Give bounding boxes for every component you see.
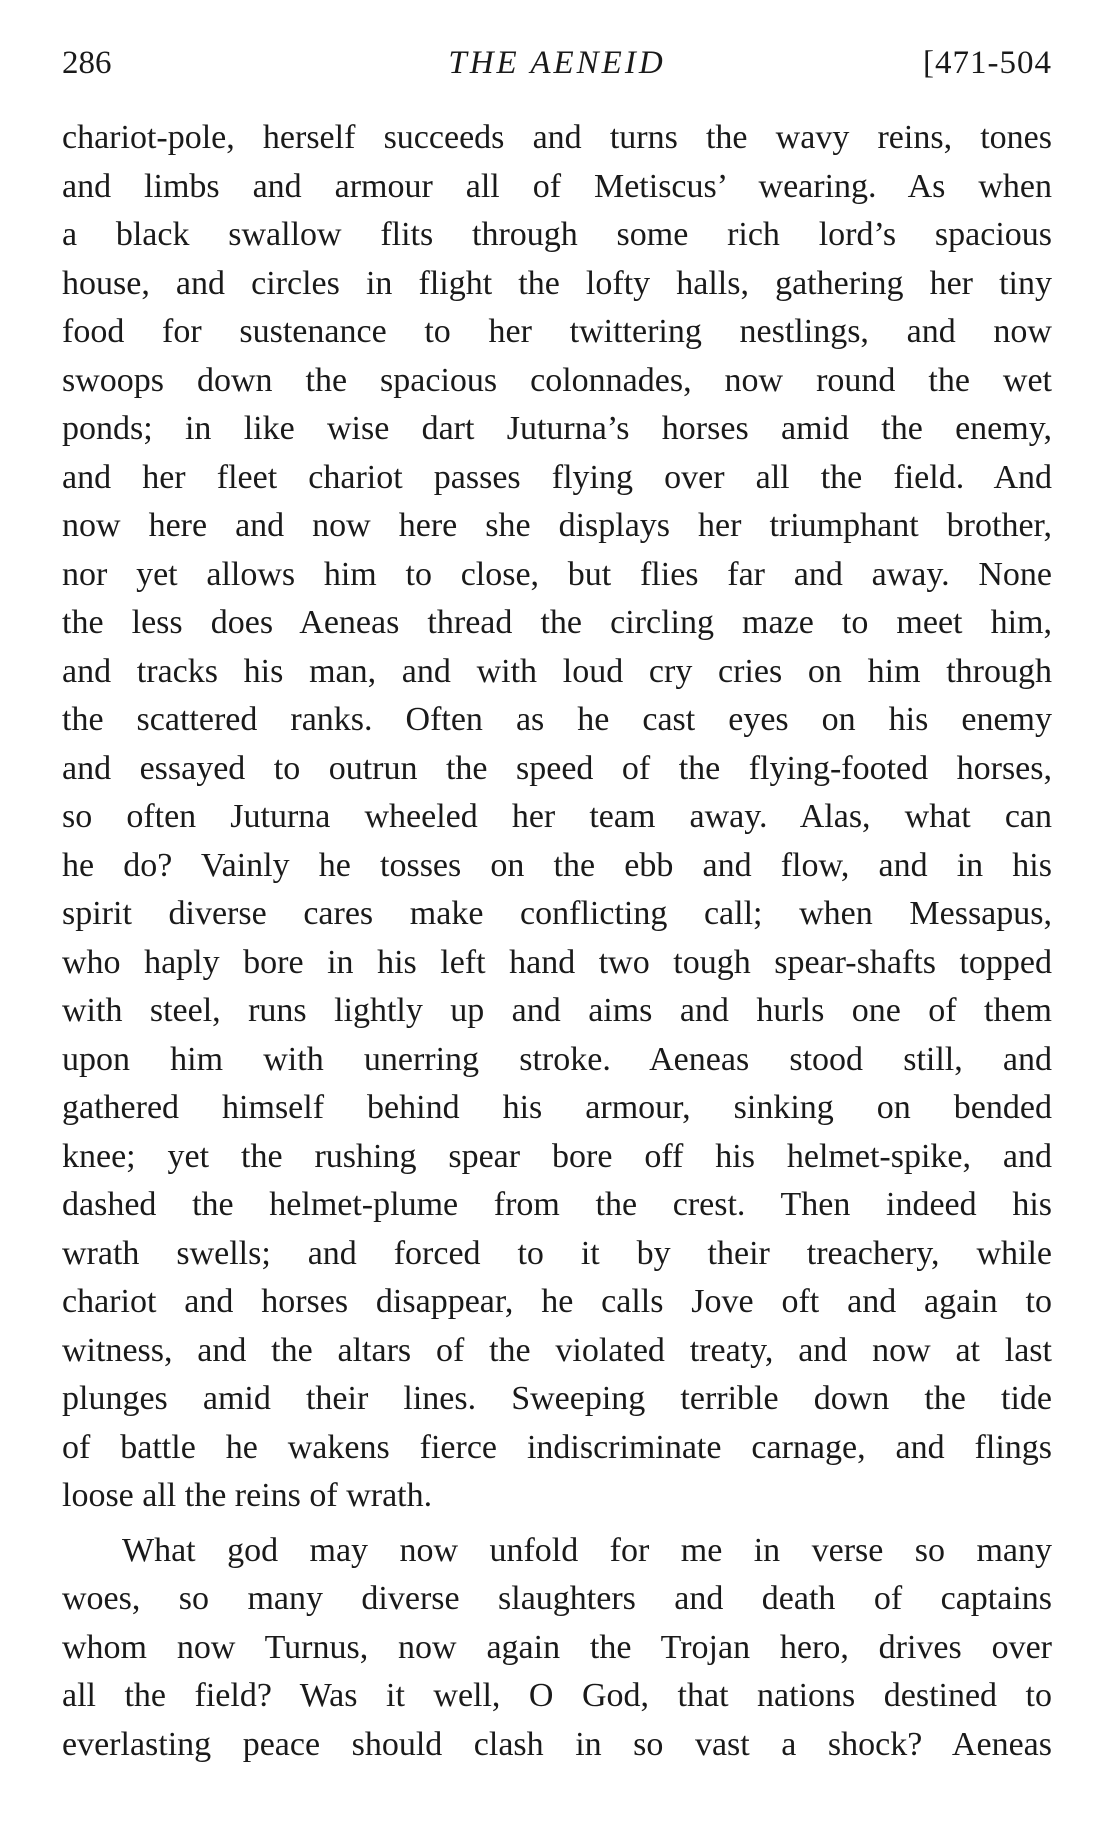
text-line: with steel, runs lightly up and aims and hurls one of them <box>62 992 1052 1029</box>
text-line: the less does Aeneas thread the circling maze to meet him, <box>62 604 1052 641</box>
text-line: chariot and horses disappear, he calls Jove oft and again to <box>62 1283 1052 1320</box>
paragraph <box>62 114 1052 1521</box>
text-line: plunges amid their lines. Sweeping terrible down the tide <box>62 1380 1052 1417</box>
text-line: all the field? Was it well, O God, that nations destined to <box>62 1677 1052 1714</box>
text-line: he do? Vainly he tosses on the ebb and flow, and in his <box>62 846 1052 884</box>
text-line: spirit diverse cares make conflicting call; when Messapus, <box>62 895 1052 932</box>
text-line: loose all the reins of wrath. <box>62 1477 433 1514</box>
text-line: and her fleet chariot passes flying over all the field. And <box>62 458 1052 496</box>
text-line: What god may now unfold for me in verse so many <box>122 1531 1052 1569</box>
text-line: and limbs and armour all of Metiscus’ wearing. As when <box>62 167 1052 205</box>
text-line: and tracks his man, and with loud cry cries on him through <box>62 652 1052 690</box>
text-line: who haply bore in his left hand two tough spear-shafts topped <box>62 943 1052 981</box>
text-line: chariot-pole, herself succeeds and turns the wavy reins, tones <box>62 119 1052 156</box>
text-line: a black swallow flits through some rich lord’s spacious <box>62 216 1052 253</box>
text-line: and essayed to outrun the speed of the flying-footed horses, <box>62 749 1052 787</box>
book-title: THE AENEID <box>448 45 666 81</box>
text-line: the scattered ranks. Often as he cast eyes on his enemy <box>62 701 1052 738</box>
text-line: knee; yet the rushing spear bore off his helmet-spike, and <box>62 1137 1052 1175</box>
text-line: now here and now here she displays her triumphant brother, <box>62 507 1052 544</box>
text-line: food for sustenance to her twittering nestlings, and now <box>62 313 1052 350</box>
text-line: witness, and the altars of the violated treaty, and now at last <box>62 1331 1052 1369</box>
text-line: nor yet allows him to close, but flies far and away. None <box>62 555 1052 593</box>
text-line: swoops down the spacious colonnades, now round the wet <box>62 361 1052 399</box>
text-line: woes, so many diverse slaughters and death of captains <box>62 1580 1052 1617</box>
text-line: ponds; in like wise dart Juturna’s horses amid the enemy, <box>62 410 1052 447</box>
text-line: house, and circles in flight the lofty halls, gathering her tiny <box>62 264 1052 302</box>
text-line: so often Juturna wheeled her team away. Alas, what can <box>62 798 1052 835</box>
running-header <box>62 38 1052 88</box>
text-line: wrath swells; and forced to it by their treachery, while <box>62 1234 1052 1272</box>
paragraph <box>62 1527 1052 1770</box>
text-line: upon him with unerring stroke. Aeneas stood still, and <box>62 1040 1052 1078</box>
body-text <box>62 114 1052 1769</box>
page-number: 286 <box>62 45 112 81</box>
text-line: everlasting peace should clash in so vast a shock? Aeneas <box>62 1725 1052 1763</box>
text-line: gathered himself behind his armour, sinking on bended <box>62 1089 1052 1126</box>
line-range: [471-504 <box>923 45 1052 81</box>
text-line: whom now Turnus, now again the Trojan hero, drives over <box>62 1628 1052 1666</box>
text-line: of battle he wakens fierce indiscriminate carnage, and flings <box>62 1428 1052 1466</box>
page <box>62 38 1052 1769</box>
text-line: dashed the helmet-plume from the crest. Then indeed his <box>62 1186 1052 1223</box>
